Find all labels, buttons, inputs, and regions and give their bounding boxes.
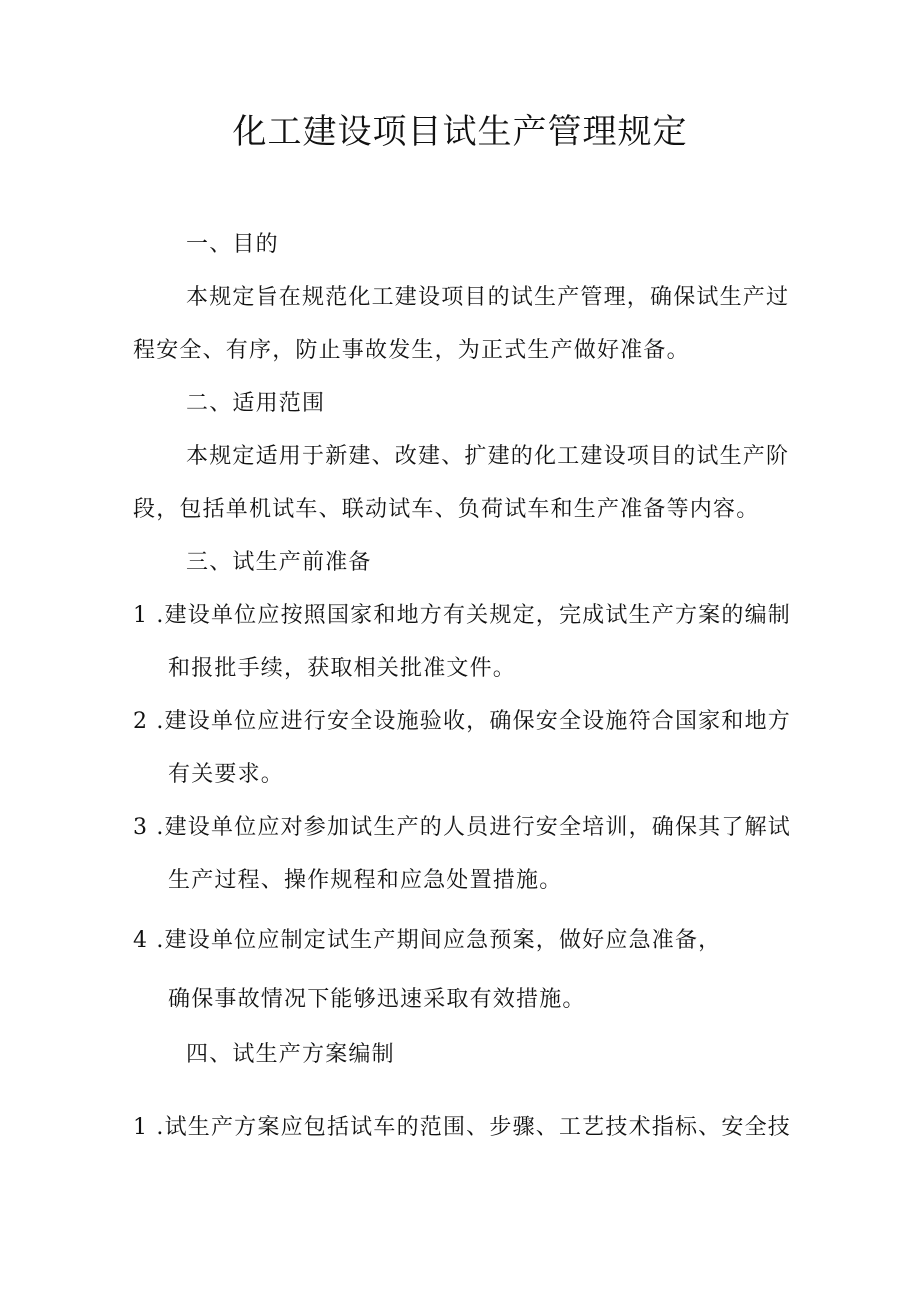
list-item-line: 确保事故情况下能够迅速采取有效措施。 xyxy=(168,987,586,1012)
paragraph-line: 程安全、有序，防止事故发生，为正式生产做好准备。 xyxy=(133,338,690,363)
document-title: 化工建设项目试生产管理规定 xyxy=(232,112,688,152)
section-heading-purpose: 一、目的 xyxy=(186,232,279,257)
list-item-line: 4 .建设单位应制定试生产期间应急预案，做好应急准备， xyxy=(133,928,722,953)
section-heading-plan: 四、试生产方案编制 xyxy=(186,1042,395,1067)
list-item-line: 生产过程、操作规程和应急处置措施。 xyxy=(168,868,563,893)
list-item-line: 3 .建设单位应对参加试生产的人员进行安全培训，确保其了解试 xyxy=(133,815,791,840)
list-item-line: 和报批手续，获取相关批准文件。 xyxy=(168,656,517,681)
section-heading-scope: 二、适用范围 xyxy=(186,391,326,416)
paragraph-line: 段，包括单机试车、联动试车、负荷试车和生产准备等内容。 xyxy=(133,497,760,522)
paragraph-line: 本规定适用于新建、改建、扩建的化工建设项目的试生产阶 xyxy=(186,444,790,469)
list-item-line: 2 .建设单位应进行安全设施验收，确保安全设施符合国家和地方 xyxy=(133,709,791,734)
list-item-line: 有关要求。 xyxy=(168,762,285,787)
list-item-line: 1 .试生产方案应包括试车的范围、步骤、工艺技术指标、安全技 xyxy=(133,1115,791,1140)
list-item-line: 1 .建设单位应按照国家和地方有关规定，完成试生产方案的编制 xyxy=(133,603,791,628)
section-heading-preparation: 三、试生产前准备 xyxy=(186,550,372,575)
paragraph-line: 本规定旨在规范化工建设项目的试生产管理，确保试生产过 xyxy=(186,285,790,310)
